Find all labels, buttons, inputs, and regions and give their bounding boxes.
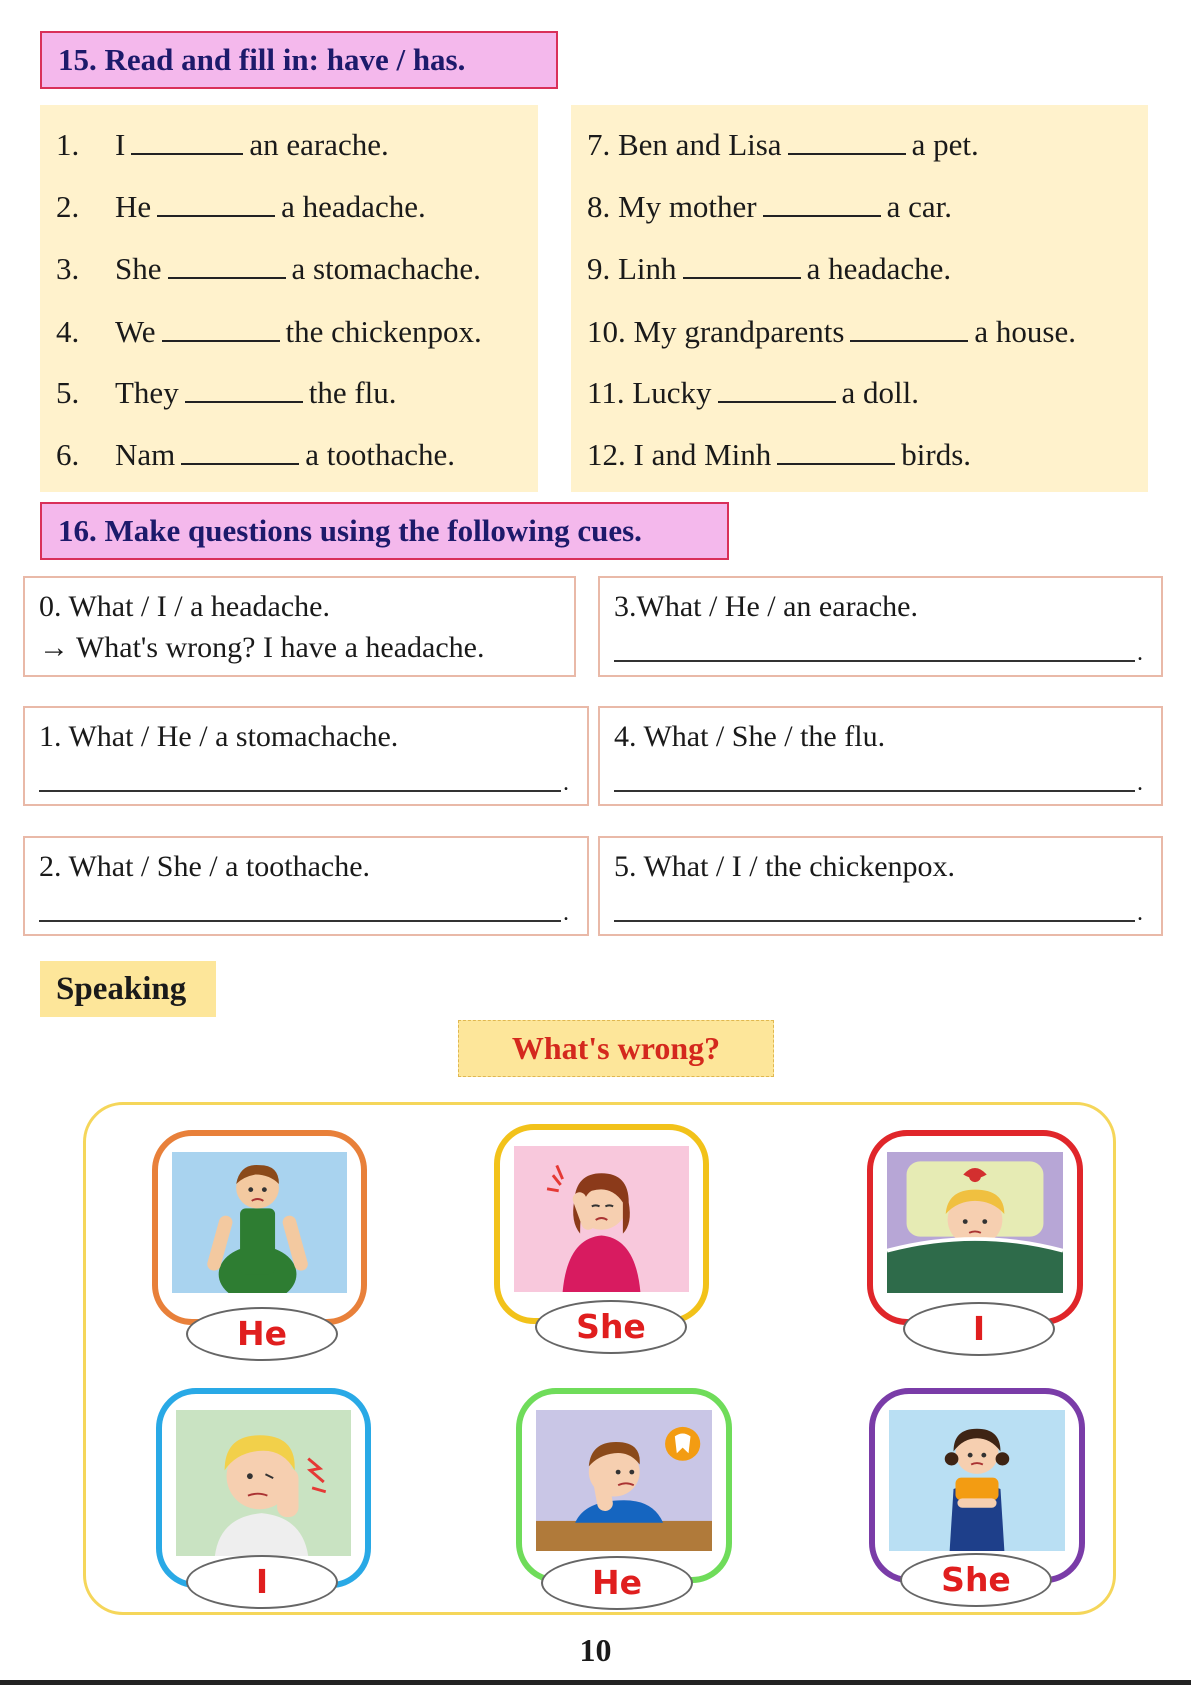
item-subject: 8. My mother <box>587 189 757 224</box>
example-cue: 0. What / I / a headache. <box>39 590 330 623</box>
item-object: a headache. <box>806 251 952 286</box>
item-object: a car. <box>886 189 953 224</box>
answer-blank[interactable] <box>181 441 299 465</box>
section-15-title: 15. Read and fill in: have / has. <box>40 31 558 89</box>
answer-line[interactable] <box>614 920 1135 922</box>
answer-blank[interactable] <box>131 131 243 155</box>
item-number: 2. <box>56 189 80 224</box>
line-period: . <box>1137 770 1143 796</box>
item-subject: 12. I and Minh <box>587 437 772 472</box>
fill-panel-left <box>40 105 538 492</box>
boy-sick-illustration <box>172 1152 347 1293</box>
answer-blank[interactable] <box>168 255 286 279</box>
pronoun-label: I <box>186 1555 338 1609</box>
question-box-1 <box>23 706 589 806</box>
item-number: 3. <box>56 251 80 286</box>
item-subject: 7. Ben and Lisa <box>587 127 782 162</box>
pronoun-label: She <box>900 1553 1052 1607</box>
item-subject: He <box>115 189 152 224</box>
girl-stomachache-illustration <box>889 1410 1065 1551</box>
item-subject: They <box>115 375 179 410</box>
bottom-rule <box>0 1680 1191 1685</box>
answer-line[interactable] <box>614 790 1135 792</box>
item-object: a house. <box>974 314 1077 349</box>
answer-blank[interactable] <box>850 318 968 342</box>
question-cue: 4. What / She / the flu. <box>614 720 886 753</box>
answer-blank[interactable] <box>157 193 275 217</box>
item-object: a toothache. <box>305 437 456 472</box>
picture-card-she-headache <box>494 1124 709 1324</box>
item-subject: 9. Linh <box>587 251 677 286</box>
question-cue: 2. What / She / a toothache. <box>39 850 371 883</box>
item-number: 4. <box>56 314 80 349</box>
item-subject: Nam <box>115 437 176 472</box>
girl-in-bed-illustration <box>887 1152 1063 1293</box>
page-number: 10 <box>579 1632 612 1668</box>
item-object: a headache. <box>281 189 426 224</box>
question-cue: 3.What / He / an earache. <box>614 590 918 623</box>
question-box-4 <box>598 706 1163 806</box>
question-box-3 <box>598 576 1163 677</box>
item-subject: We <box>115 314 156 349</box>
pronoun-label: He <box>541 1556 693 1610</box>
line-period: . <box>563 900 569 926</box>
item-object: a pet. <box>911 127 979 162</box>
fill-panel-right <box>571 105 1148 492</box>
answer-blank[interactable] <box>185 379 303 403</box>
question-box-5 <box>598 836 1163 936</box>
boy-earache-illustration <box>176 1410 351 1556</box>
answer-blank[interactable] <box>777 441 895 465</box>
item-number: 5. <box>56 375 80 410</box>
line-period: . <box>1137 640 1143 666</box>
answer-line[interactable] <box>614 660 1135 662</box>
answer-blank[interactable] <box>763 193 881 217</box>
item-subject: 11. Lucky <box>587 375 712 410</box>
girl-headache-illustration <box>514 1146 689 1292</box>
example-box <box>23 576 576 677</box>
answer-blank[interactable] <box>683 255 801 279</box>
item-number: 1. <box>56 127 80 162</box>
picture-card-he-fever <box>152 1130 367 1325</box>
answer-line[interactable] <box>39 790 561 792</box>
speaking-heading: Speaking <box>40 961 216 1017</box>
answer-blank[interactable] <box>718 379 836 403</box>
item-subject: 10. My grandparents <box>587 314 845 349</box>
question-cue: 5. What / I / the chickenpox. <box>614 850 956 883</box>
item-object: an earache. <box>249 127 389 162</box>
item-subject: She <box>115 251 162 286</box>
answer-line[interactable] <box>39 920 561 922</box>
question-cue: 1. What / He / a stomachache. <box>39 720 399 753</box>
boy-toothache-illustration <box>536 1410 712 1551</box>
section-16-title: 16. Make questions using the following cues. <box>40 502 729 560</box>
item-object: the flu. <box>308 375 397 410</box>
pronoun-label: He <box>186 1307 338 1361</box>
item-number: 6. <box>56 437 80 472</box>
item-object: a stomachache. <box>291 251 481 286</box>
line-period: . <box>563 770 569 796</box>
item-object: the chickenpox. <box>285 314 482 349</box>
example-answer: → What's wrong? I have a headache. <box>39 631 485 664</box>
item-object: birds. <box>901 437 972 472</box>
item-object: a doll. <box>841 375 920 410</box>
whats-wrong-banner: What's wrong? <box>458 1020 774 1077</box>
question-box-2 <box>23 836 589 936</box>
pronoun-label: I <box>903 1302 1055 1356</box>
picture-card-he-toothache <box>516 1388 732 1583</box>
answer-blank[interactable] <box>788 131 906 155</box>
item-subject: I <box>115 127 126 162</box>
picture-card-i-sick-in-bed <box>867 1130 1083 1325</box>
answer-blank[interactable] <box>162 318 280 342</box>
pronoun-label: She <box>535 1300 687 1354</box>
line-period: . <box>1137 900 1143 926</box>
